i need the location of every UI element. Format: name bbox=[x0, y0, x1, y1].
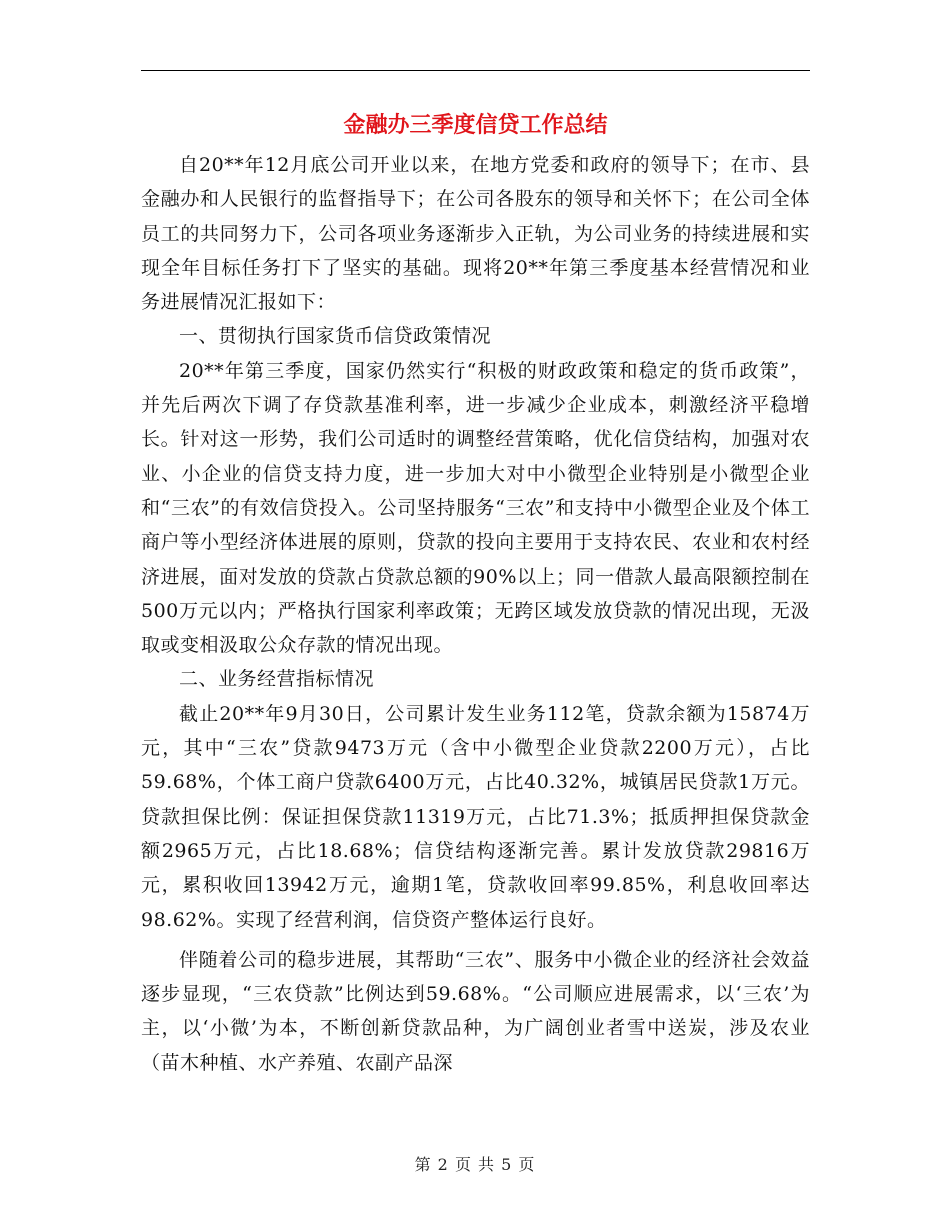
paragraph-benefits: 伴随着公司的稳步进展，其帮助“三农”、服务中小微企业的经济社会效益逐步显现，“三农贷款”比例达到59.68%。“公司顺应进展需求，以‘三农’为主，以‘小微’为本，不断创新贷款品种，为广阔创业者雪中送炭，涉及农业（苗木种植、水产养殖、农副产品深 bbox=[141, 948, 810, 1074]
paragraph-intro: 自20**年12月底公司开业以来，在地方党委和政府的领导下；在市、县金融办和人民银行的监督指导下；在公司各股东的领导和关怀下；在公司全体员工的共同努力下，公司各项业务逐渐步入正轨，为公司业务的持续进展和实现全年目标任务打下了坚实的基础。现将20**年第三季度基本经营情况和业务进展情况汇报如下： bbox=[141, 154, 810, 314]
section-heading-1: 一、贯彻执行国家货币信贷政策情况 bbox=[179, 325, 492, 348]
page-number: 第 2 页 共 5 页 bbox=[414, 1155, 536, 1174]
section-heading-2: 二、业务经营指标情况 bbox=[179, 668, 375, 691]
document-body bbox=[141, 148, 810, 1080]
paragraph-indicators: 截止20**年9月30日，公司累计发生业务112笔，贷款余额为15874万元，其中“三农”贷款9473万元（含中小微型企业贷款2200万元），占比59.68%，个体工商户贷款6400万元，占比40.32%，城镇居民贷款1万元。贷款担保比例：保证担保贷款11319万元，占比71.3%；抵质押担保贷款金额2965万元，占比18.68%；信贷结构逐渐完善。累计发放贷款29816万元，累积收回13942万元，逾期1笔，贷款收回率99.85%，利息收回率达98.62%。实现了经营利润，信贷资产整体运行良好。 bbox=[141, 702, 810, 931]
paragraph-policy: 20**年第三季度，国家仍然实行“积极的财政政策和稳定的货币政策”，并先后两次下调了存贷款基准利率，进一步减少企业成本，刺激经济平稳增长。针对这一形势，我们公司适时的调整经营策略，优化信贷结构，加强对农业、小企业的信贷支持力度，进一步加大对中小微型企业特别是小微型企业和“三农”的有效信贷投入。公司坚持服务“三农”和支持中小微型企业及个体工商户等小型经济体进展的原则，贷款的投向主要用于支持农民、农业和农村经济进展，面对发放的贷款占贷款总额的90%以上；同一借款人最高限额控制在500万元以内；严格执行国家利率政策；无跨区域发放贷款的情况出现，无汲取或变相汲取公众存款的情况出现。 bbox=[141, 359, 810, 657]
header-rule bbox=[141, 70, 810, 71]
document-title: 金融办三季度信贷工作总结 bbox=[343, 112, 608, 138]
